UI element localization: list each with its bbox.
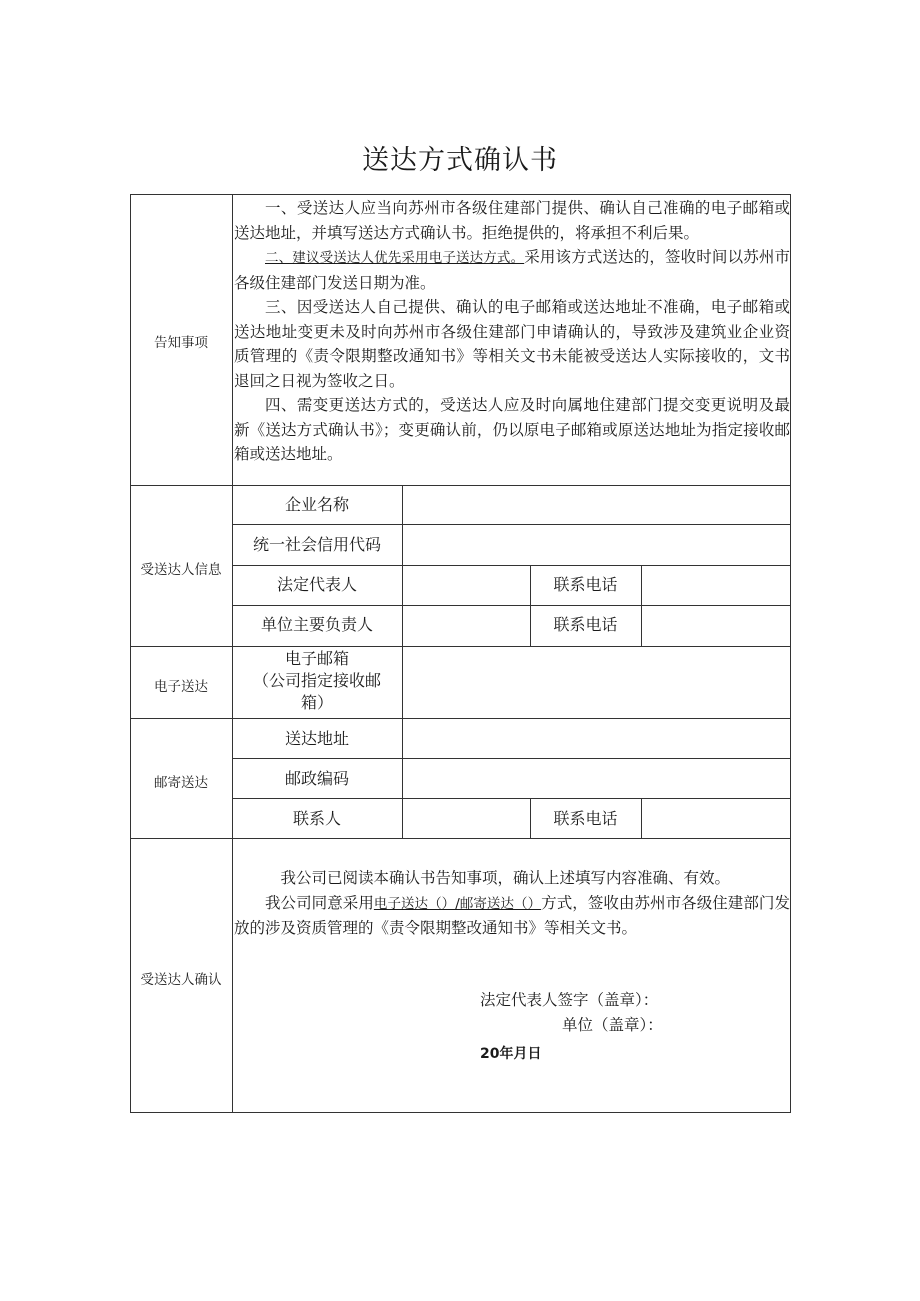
credit-code-field[interactable] — [403, 525, 790, 565]
mail-phone-field[interactable] — [642, 799, 790, 838]
company-name-label: 企业名称 — [284, 495, 349, 514]
legal-rep-field[interactable] — [403, 566, 530, 605]
notice-paragraph-2 — [234, 245, 790, 295]
unit-seal-label: 单位（盖章）： — [562, 1016, 663, 1034]
company-name-field[interactable] — [403, 486, 790, 524]
email-label-line: （公司指定接收邮 — [252, 671, 381, 690]
credit-code-label: 统一社会信用代码 — [252, 535, 381, 554]
page-title: 送达方式确认书 — [362, 145, 558, 176]
notice-paragraph-4: 四、需变更送达方式的，受送达人应及时向属地住建部门提交变更说明及最新《送达方式确认书》；变更确认前，仍以原电子邮箱或原送达地址为指定接收邮箱或送达地址。 — [234, 396, 790, 463]
recipient-info-label: 受送达人信息 — [140, 562, 222, 578]
confirm-paragraph-1: 我公司已阅读本确认书告知事项，确认上述填写内容准确、有效。 — [280, 869, 731, 887]
legal-rep-signature-label: 法定代表人签字（盖章）： — [480, 991, 659, 1009]
notice-label: 告知事项 — [154, 335, 208, 351]
contact-person-field[interactable] — [403, 799, 530, 838]
postcode-field[interactable] — [403, 759, 790, 798]
notice-paragraph-2-rest: 采用该方式送达的，签收时间以苏州市各级住建部门发送日期为准。 — [234, 248, 790, 292]
postcode-label: 邮政编码 — [284, 769, 349, 788]
email-label-line: 箱） — [300, 693, 333, 712]
confirm-paragraph-2-end: 方式，签收由苏州市各级住建部门发放的涉及资质管理的《责令限期整改通知书》等相关文书。 — [234, 893, 790, 937]
address-field[interactable] — [403, 719, 790, 758]
electronic-delivery-label: 电子送达 — [154, 679, 208, 695]
mail-delivery-label: 邮寄送达 — [154, 775, 208, 791]
main-person-label: 单位主要负责人 — [260, 615, 373, 634]
address-label: 送达地址 — [284, 729, 349, 748]
main-person-field[interactable] — [403, 606, 530, 646]
contact-phone-label: 联系电话 — [553, 615, 618, 634]
contact-person-label: 联系人 — [292, 809, 341, 828]
confirm-paragraph-2 — [234, 891, 790, 941]
notice-paragraph-3: 三、因受送达人自己提供、确认的电子邮箱或送达地址不准确，电子邮箱或送达地址变更未及时向苏州市各级住建部门申请确认的，导致涉及建筑业企业资质管理的《责令限期整改通知书》等相关文书未能被受送达人实际接收的，文书退回之日视为签收之日。 — [234, 298, 790, 390]
main-person-phone-field[interactable] — [642, 606, 790, 646]
email-field[interactable] — [403, 647, 790, 718]
sign-date: 20年月日 — [480, 1046, 542, 1062]
legal-rep-label: 法定代表人 — [276, 575, 357, 594]
recipient-confirm-label: 受送达人确认 — [140, 972, 222, 988]
email-label-line: 电子邮箱 — [284, 649, 349, 668]
contact-phone-label: 联系电话 — [553, 809, 618, 828]
legal-rep-phone-field[interactable] — [642, 566, 790, 605]
confirm-text — [234, 866, 790, 941]
confirm-paragraph-2-start: 我公司同意采用 — [265, 893, 374, 912]
delivery-method-options[interactable]: 电子送达（）/邮寄送达（） — [373, 895, 542, 912]
email-label — [232, 648, 402, 714]
notice-highlight: 二、建议受送达人优先采用电子送达方式。 — [265, 250, 525, 266]
section-divider — [130, 838, 791, 839]
contact-phone-label: 联系电话 — [553, 575, 618, 594]
notice-paragraph-1: 一、受送达人应当向苏州市各级住建部门提供、确认自己准确的电子邮箱或送达地址，并填写送达方式确认书。拒绝提供的，将承担不利后果。 — [234, 199, 790, 242]
notice-text — [234, 196, 790, 467]
